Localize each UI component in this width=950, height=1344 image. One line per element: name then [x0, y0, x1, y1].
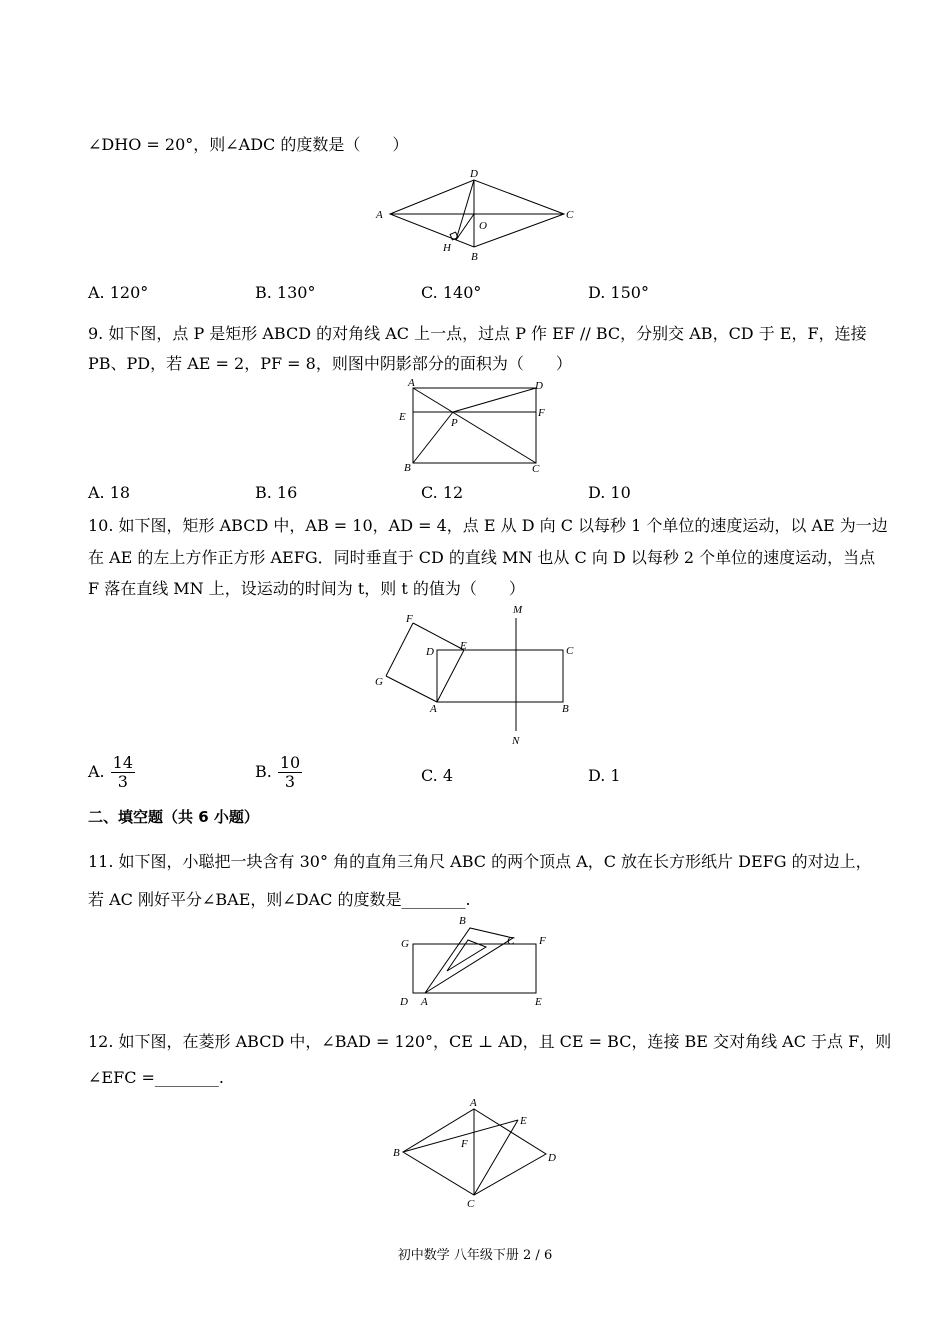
q11-text-line1: 11. 如下图，小聪把一块含有 30° 角的直角三角尺 ABC 的两个顶点 A，C 放在长方形纸片 DEFG 的对边上， [88, 852, 872, 871]
q10-label-e: E [460, 640, 467, 652]
q12-text-line1: 12. 如下图，在菱形 ABCD 中，∠BAD = 120°，CE ⊥ AD，且 CE = BC，连接 BE 交对角线 AC 于点 F，则 [88, 1032, 892, 1051]
q9-label-e: E [399, 411, 406, 423]
q10-figure [370, 600, 585, 750]
q9-label-c: C [532, 463, 540, 475]
section-heading: 二、填空题（共 6 小题） [88, 808, 259, 826]
q9-figure [395, 375, 555, 475]
q11-label-f: F [539, 935, 546, 947]
q11-label-e: E [535, 996, 542, 1008]
q11-figure [395, 910, 565, 1010]
q10-option-c: C. 4 [421, 766, 454, 785]
q10-label-f: F [406, 613, 413, 625]
q9-text-line1: 9. 如下图，点 P 是矩形 ABCD 的对角线 AC 上一点，过点 P 作 EF // BC，分别交 AB，CD 于 E，F，连接 [88, 324, 867, 343]
q11-label-a: A [421, 996, 428, 1008]
q9-text-line2: PB、PD，若 AE = 2，PF = 8，则图中阴影部分的面积为（ ） [88, 354, 572, 373]
q9-option-d: D. 10 [588, 483, 631, 502]
q8-option-b: B. 130° [255, 283, 316, 302]
q8-figure [370, 165, 585, 265]
q11-label-g: G [401, 938, 409, 950]
q12-label-b: B [393, 1147, 400, 1159]
q10-text-line3: F 落在直线 MN 上，设运动的时间为 t，则 t 的值为（ ） [88, 579, 525, 598]
q10-label-a: A [430, 703, 437, 715]
q9-label-d: D [535, 380, 543, 392]
q12-label-c: C [467, 1198, 475, 1210]
fraction: $\frac{10}{3}$ [279, 753, 301, 791]
q9-label-b: B [404, 462, 411, 474]
q12-label-f: F [461, 1138, 468, 1150]
q10-option-d: D. 1 [588, 766, 621, 785]
q9-option-a: A. 18 [88, 483, 131, 502]
q12-text-line2: ∠EFC =________. [88, 1068, 225, 1087]
q8-text: ∠DHO = 20°，则∠ADC 的度数是（ ） [88, 135, 409, 154]
q10-option-a: A. $\frac{14}{3}$ [88, 753, 133, 791]
page-footer: 初中数学 八年级下册 2 / 6 [397, 1248, 553, 1263]
fraction: $\frac{14}{3}$ [112, 753, 133, 791]
q9-label-a: A [408, 377, 415, 389]
q11-text-line2: 若 AC 刚好平分∠BAE，则∠DAC 的度数是________. [88, 890, 471, 909]
q9-option-b: B. 16 [255, 483, 298, 502]
q8-label-o: O [479, 220, 487, 232]
q8-option-c: C. 140° [421, 283, 482, 302]
q11-label-c: C [507, 935, 515, 947]
q8-label-c: C [566, 209, 574, 221]
q8-label-h: H [443, 242, 451, 254]
q11-label-d: D [400, 996, 408, 1008]
q10-label-d: D [426, 646, 434, 658]
q12-label-a: A [470, 1097, 477, 1109]
q10-text-line1: 10. 如下图，矩形 ABCD 中，AB = 10，AD = 4，点 E 从 D 向 C 以每秒 1 个单位的速度运动，以 AE 为一边 [88, 516, 888, 535]
q8-label-b: B [471, 251, 478, 263]
q12-label-d: D [548, 1152, 556, 1164]
q10-label-c: C [566, 645, 574, 657]
q10-option-b: B. $\frac{10}{3}$ [255, 753, 301, 791]
q12-figure [385, 1095, 565, 1215]
q11-label-b: B [459, 915, 466, 927]
q9-label-f: F [538, 407, 545, 419]
q8-label-a: A [376, 209, 383, 221]
q8-label-d: D [470, 168, 478, 180]
q10-label-g: G [375, 676, 383, 688]
q8-option-a: A. 120° [88, 283, 149, 302]
q10-label-n: N [512, 735, 520, 747]
q8-option-d: D. 150° [588, 283, 649, 302]
q9-label-p: P [451, 417, 458, 429]
q12-label-e: E [520, 1115, 527, 1127]
q10-label-m: M [513, 604, 523, 616]
q9-option-c: C. 12 [421, 483, 464, 502]
q10-text-line2: 在 AE 的左上方作正方形 AEFG．同时垂直于 CD 的直线 MN 也从 C 向 D 以每秒 2 个单位的速度运动，当点 [88, 548, 876, 567]
q10-label-b: B [562, 703, 569, 715]
